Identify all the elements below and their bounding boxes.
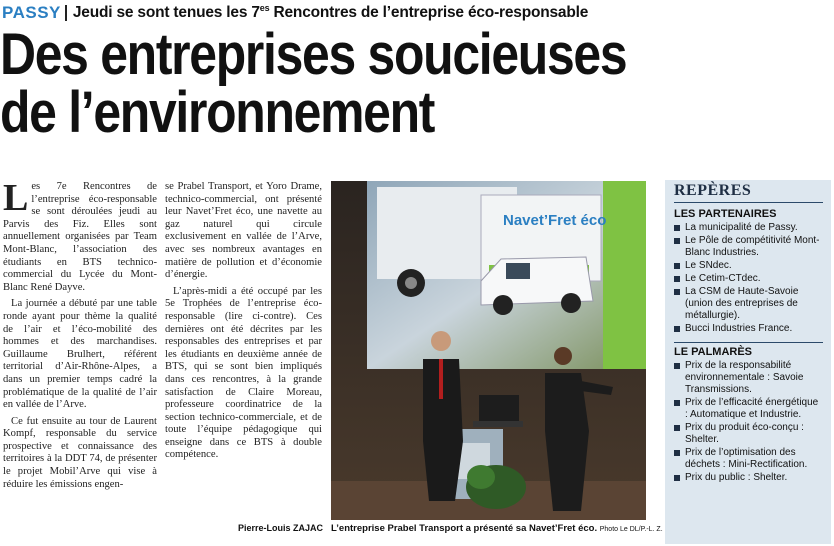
author-signature: Pierre-Louis ZAJAC xyxy=(238,523,324,533)
list-item: Prix de l’efficacité énergétique : Automatique et Industrie. xyxy=(674,397,823,421)
reperes-sidebar xyxy=(665,180,831,544)
kicker-line xyxy=(2,3,588,23)
list-item: Prix du public : Shelter. xyxy=(674,472,823,484)
list-item: Le Cetim-CTdec. xyxy=(674,273,823,285)
sidebar-title: REPÈRES xyxy=(674,182,823,203)
list-item: Le Pôle de compétitivité Mont-Blanc Industries. xyxy=(674,235,823,259)
list-item: Prix de la responsabilité environnementale : Savoie Transmissions. xyxy=(674,360,823,396)
partners-heading: LES PARTENAIRES xyxy=(674,208,777,220)
kicker-divider xyxy=(65,5,67,21)
sidebar-divider xyxy=(674,342,823,343)
photo-illustration xyxy=(331,181,646,520)
screen-brand-text: Navet’Fret éco xyxy=(503,212,607,229)
paragraph: Ce fut ensuite au tour de Laurent Kompf, responsable du service prospective et connaissance des territoires à la DDT 74, de présenter le projet Mobil’Arve qui vise à réduire les émissions engen- xyxy=(3,415,157,490)
paragraph: L’après-midi a été occupé par les 5e Trophées de l’entreprise éco-responsable (lire ci-contre). Ces dernières ont été décrites par les responsables des entreprises et par les étudiants en deuxième année de BTS, qui se sont bien impliqués dans ces rencontres, à la grande satisfaction de Claire Moreau, professeure coordinatrice de la section technico-commerciale, et de toute l’équipe pédagogique qui enseigne dans ce BTS à double compétence. xyxy=(165,285,322,461)
article-column-1 xyxy=(3,177,157,495)
awards-list xyxy=(674,360,823,484)
photo-credit: Photo Le DL/P.-L. Z. xyxy=(599,526,663,533)
photo-caption: L’entreprise Prabel Transport a présenté sa Navet’Fret éco. Photo Le DL/P.-L. Z. xyxy=(331,523,663,534)
list-item: Prix de l’optimisation des déchets : Mini-Rectification. xyxy=(674,447,823,471)
list-item: Prix du produit éco-conçu : Shelter. xyxy=(674,422,823,446)
list-item: Bucci Industries France. xyxy=(674,323,823,335)
awards-heading: LE PALMARÈS xyxy=(674,346,753,358)
article-column-2 xyxy=(165,181,322,466)
headline-line-2: de l’environnement xyxy=(0,80,435,145)
article-photo xyxy=(331,181,646,520)
list-item: Le SNdec. xyxy=(674,260,823,272)
headline xyxy=(0,22,717,145)
speaker-right xyxy=(545,373,589,511)
list-item: La municipalité de Passy. xyxy=(674,222,823,234)
paragraph: Les 7e Rencontres de l’entreprise éco-responsable se sont déroulées jeudi au Parvis des Fiz. Elles sont annuellement organisées par Team Mont-Blanc, l’association des étudiants en BTS technico-commercial du Lycée du Mont-Blanc René Dayve. xyxy=(3,177,157,293)
kicker-text: Jeudi se sont tenues les $7^{es}$ Rencontres de l’entreprise éco-responsable xyxy=(72,3,589,22)
paragraph: La journée a débuté par une table ronde ayant pour thème la qualité de l’air et l’éco-mobilité des hommes et des marchandises. Guillaume Brulhert, référent territorial d’Air-Rhône-Alpes, a dans un premier temps cadré la problématique de la qualité de l’air en vallée de l’Arve. xyxy=(3,298,157,411)
paragraph: se Prabel Transport, et Yoro Drame, technico-commercial, ont présenté leur Navet’Fret éco, une navette au gaz naturel qui circule exclusivement en vallée de l’Arve, avec ses nombreux avantages en matière de pollution et d’économie d’énergie. xyxy=(165,181,322,281)
drop-cap: L xyxy=(3,177,29,219)
partners-list xyxy=(674,222,823,335)
list-item: La CSM de Haute-Savoie (union des entreprises de métallurgie). xyxy=(674,286,823,322)
headline-line-1: Des entreprises soucieuses xyxy=(0,22,627,87)
section-label: PASSY xyxy=(2,3,61,22)
